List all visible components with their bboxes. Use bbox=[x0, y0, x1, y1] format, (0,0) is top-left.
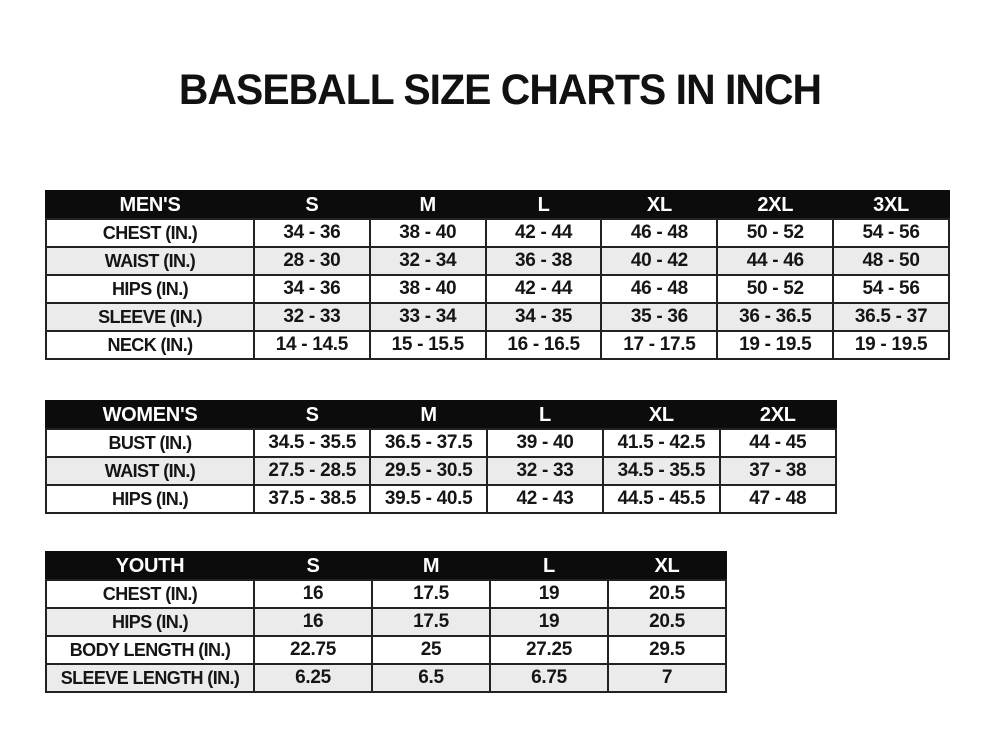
size-value: 34 - 36 bbox=[254, 219, 370, 247]
size-value: 42 - 44 bbox=[486, 219, 602, 247]
size-value: 6.25 bbox=[254, 664, 372, 692]
size-column-header: XL bbox=[603, 401, 719, 429]
mens-size-table bbox=[45, 190, 950, 360]
size-value: 32 - 33 bbox=[254, 303, 370, 331]
page-title: BASEBALL SIZE CHARTS IN INCH bbox=[178, 66, 822, 114]
mens-table-title: MEN'S bbox=[46, 191, 254, 219]
size-value: 19 - 19.5 bbox=[717, 331, 833, 359]
size-value: 38 - 40 bbox=[370, 275, 486, 303]
measurement-label: HIPS (IN.) bbox=[46, 275, 254, 303]
womens-header-row bbox=[46, 401, 836, 429]
youth-table-title: YOUTH bbox=[46, 552, 254, 580]
measurement-row bbox=[46, 457, 836, 485]
size-value: 27.25 bbox=[490, 636, 608, 664]
measurement-label: HIPS (IN.) bbox=[46, 608, 254, 636]
measurement-row bbox=[46, 485, 836, 513]
size-value: 15 - 15.5 bbox=[370, 331, 486, 359]
size-value: 6.5 bbox=[372, 664, 490, 692]
size-value: 17 - 17.5 bbox=[601, 331, 717, 359]
size-value: 34.5 - 35.5 bbox=[603, 457, 719, 485]
size-value: 54 - 56 bbox=[833, 219, 949, 247]
measurement-label: SLEEVE (IN.) bbox=[46, 303, 254, 331]
size-column-header: 2XL bbox=[720, 401, 836, 429]
size-value: 36 - 38 bbox=[486, 247, 602, 275]
size-column-header: M bbox=[370, 401, 486, 429]
measurement-row bbox=[46, 664, 726, 692]
measurement-row bbox=[46, 247, 949, 275]
size-value: 16 - 16.5 bbox=[486, 331, 602, 359]
measurement-row bbox=[46, 303, 949, 331]
size-value: 16 bbox=[254, 608, 372, 636]
size-value: 32 - 34 bbox=[370, 247, 486, 275]
youth-header-row bbox=[46, 552, 726, 580]
size-value: 37 - 38 bbox=[720, 457, 836, 485]
size-value: 16 bbox=[254, 580, 372, 608]
size-value: 54 - 56 bbox=[833, 275, 949, 303]
size-value: 32 - 33 bbox=[487, 457, 603, 485]
measurement-label: WAIST (IN.) bbox=[46, 457, 254, 485]
size-value: 42 - 44 bbox=[486, 275, 602, 303]
size-value: 33 - 34 bbox=[370, 303, 486, 331]
measurement-row bbox=[46, 219, 949, 247]
size-value: 20.5 bbox=[608, 608, 726, 636]
size-value: 22.75 bbox=[254, 636, 372, 664]
size-value: 47 - 48 bbox=[720, 485, 836, 513]
size-value: 28 - 30 bbox=[254, 247, 370, 275]
size-value: 44.5 - 45.5 bbox=[603, 485, 719, 513]
size-column-header: S bbox=[254, 552, 372, 580]
size-value: 36.5 - 37.5 bbox=[370, 429, 486, 457]
size-value: 38 - 40 bbox=[370, 219, 486, 247]
size-column-header: 2XL bbox=[717, 191, 833, 219]
size-value: 7 bbox=[608, 664, 726, 692]
size-value: 20.5 bbox=[608, 580, 726, 608]
size-value: 39.5 - 40.5 bbox=[370, 485, 486, 513]
size-value: 19 bbox=[490, 608, 608, 636]
measurement-row bbox=[46, 331, 949, 359]
size-value: 19 bbox=[490, 580, 608, 608]
measurement-label: CHEST (IN.) bbox=[46, 219, 254, 247]
measurement-label: HIPS (IN.) bbox=[46, 485, 254, 513]
size-column-header: M bbox=[370, 191, 486, 219]
size-value: 27.5 - 28.5 bbox=[254, 457, 370, 485]
size-value: 36 - 36.5 bbox=[717, 303, 833, 331]
size-value: 48 - 50 bbox=[833, 247, 949, 275]
measurement-row bbox=[46, 275, 949, 303]
size-column-header: M bbox=[372, 552, 490, 580]
size-value: 29.5 - 30.5 bbox=[370, 457, 486, 485]
size-value: 17.5 bbox=[372, 608, 490, 636]
womens-size-table bbox=[45, 400, 837, 514]
measurement-label: SLEEVE LENGTH (IN.) bbox=[46, 664, 254, 692]
size-value: 17.5 bbox=[372, 580, 490, 608]
size-value: 40 - 42 bbox=[601, 247, 717, 275]
size-value: 46 - 48 bbox=[601, 275, 717, 303]
mens-header-row bbox=[46, 191, 949, 219]
size-value: 34 - 36 bbox=[254, 275, 370, 303]
size-value: 44 - 45 bbox=[720, 429, 836, 457]
measurement-label: BODY LENGTH (IN.) bbox=[46, 636, 254, 664]
measurement-label: BUST (IN.) bbox=[46, 429, 254, 457]
measurement-row bbox=[46, 429, 836, 457]
size-value: 35 - 36 bbox=[601, 303, 717, 331]
measurement-row bbox=[46, 580, 726, 608]
measurement-row bbox=[46, 608, 726, 636]
size-value: 29.5 bbox=[608, 636, 726, 664]
size-value: 19 - 19.5 bbox=[833, 331, 949, 359]
measurement-label: WAIST (IN.) bbox=[46, 247, 254, 275]
size-column-header: XL bbox=[608, 552, 726, 580]
size-value: 25 bbox=[372, 636, 490, 664]
size-value: 42 - 43 bbox=[487, 485, 603, 513]
measurement-label: NECK (IN.) bbox=[46, 331, 254, 359]
size-value: 36.5 - 37 bbox=[833, 303, 949, 331]
womens-table-title: WOMEN'S bbox=[46, 401, 254, 429]
size-column-header: S bbox=[254, 401, 370, 429]
size-value: 37.5 - 38.5 bbox=[254, 485, 370, 513]
size-value: 50 - 52 bbox=[717, 219, 833, 247]
size-column-header: S bbox=[254, 191, 370, 219]
size-value: 46 - 48 bbox=[601, 219, 717, 247]
size-value: 50 - 52 bbox=[717, 275, 833, 303]
size-value: 34 - 35 bbox=[486, 303, 602, 331]
size-value: 14 - 14.5 bbox=[254, 331, 370, 359]
size-value: 6.75 bbox=[490, 664, 608, 692]
size-value: 41.5 - 42.5 bbox=[603, 429, 719, 457]
measurement-row bbox=[46, 636, 726, 664]
size-column-header: L bbox=[490, 552, 608, 580]
size-value: 39 - 40 bbox=[487, 429, 603, 457]
size-column-header: L bbox=[486, 191, 602, 219]
size-column-header: L bbox=[487, 401, 603, 429]
size-value: 34.5 - 35.5 bbox=[254, 429, 370, 457]
youth-size-table bbox=[45, 551, 727, 693]
size-column-header: 3XL bbox=[833, 191, 949, 219]
size-column-header: XL bbox=[601, 191, 717, 219]
size-value: 44 - 46 bbox=[717, 247, 833, 275]
measurement-label: CHEST (IN.) bbox=[46, 580, 254, 608]
